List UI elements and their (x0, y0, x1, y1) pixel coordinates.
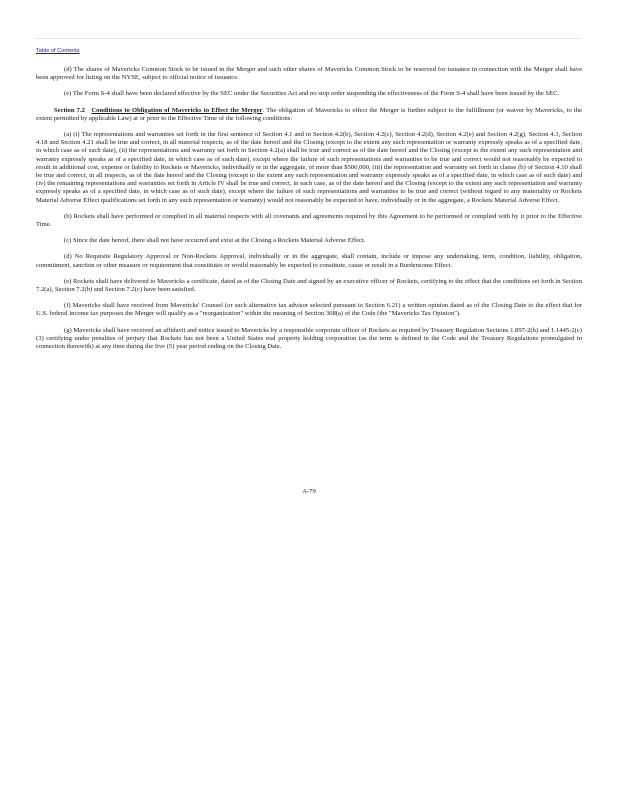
paragraph-e-form-s4: (e) The Form S-4 shall have been declared effective by the SEC under the Securities Act and no stop order suspending the effectiveness of the Form S-4 shall have been issued by the SEC. (64, 90, 560, 98)
paragraph-g-affidavit: (g) Mavericks shall have received an affidavit and notice issued to Mavericks by a responsible corporate officer of Rockets as required by Treasury Regulation Sections 1.897-2(h) and 1.1445-2(c)(3) certifying under penalties of perjury that Rockets has not been a United States real property holding corporation (as the term is defined in the Code and the Treasury Regulations promulgated in connection therewith) at any time during the five (5) year period ending on the Closing Date. (36, 326, 582, 351)
section-title: Conditions to Obligation of Mavericks to Effect the Merger (91, 106, 263, 114)
section-7-2-heading (36, 107, 582, 123)
paragraph-b-covenants: (b) Rockets shall have performed or complied in all material respects with all covenants and agreements required by this Agreement to be performed or complied with by it prior to the Effective Time. (36, 212, 582, 229)
table-of-contents-link[interactable]: Table of Contents (36, 48, 80, 54)
header-rule (36, 38, 580, 39)
paragraph-d-listing: (d) The shares of Mavericks Common Stock to be issued in the Merger and such other shares of Mavericks Common Stock to be reserved for issuance in connection with the Merger shall have been approved for listing on the NYSE, subject to official notice of issuance. (36, 66, 582, 82)
paragraph-f-tax-opinion: (f) Mavericks shall have received from Mavericks' Counsel (or such alternative tax advisor selected pursuant to Section 6.21) a written opinion dated as of the Closing Date to the effect that for U.S. federal income tax purposes the Merger will qualify as a "reorganization" within the meaning of Section 368(a) of the Code (the "Mavericks Tax Opinion"). (36, 302, 582, 318)
paragraph-c-no-mae: (c) Since the date hereof, there shall not have occurred and exist at the Closing a Rockets Material Adverse Effect. (64, 237, 366, 245)
paragraph-a-representations: (a) (i) The representations and warranties set forth in the first sentence of Section 4.1 and in Section 4.2(b), Section 4.2(c), Section 4.2(d), Section 4.2(e) and Section 4.2(g), Section 4.3, Section 4.18 and Section 4.21 shall be true and correct, in all material respects, as of the date hereof and the Closing (except to the extent any such representation or warranty expressly speaks as of a specified date, in which case as of such date), (ii) the representations and warranty set forth in Section 4.2(a) shall be true and correct as of the date hereof and the Closing (except to the extent any such representation and warranty expressly speaks as of a specified date, in which case as of such date), except where the failure of such representations and warranties to be true and correct would not reasonably be expected to result in additional cost, expense or liability to Rockets or Mavericks, individually or in the aggregate, of more than $500,000, (iii) the representation and warranty set forth in clause (b) of Section 4.10 shall be true and correct, in all respects, as of the date hereof and the Closing (except to the extent any such representation and warranty expressly speaks as of a specified date, in which case as of such date) and (iv) the remaining representations and warranties set forth in Article IV shall be true and correct, in each case, as of the date hereof and the Closing (except to the extent any such representation and warranty expressly speaks as of a specified date, in which case as of such date), except where the failure of such representations and warranties to be true and correct (without regard to any materiality or Rockets Material Adverse Effect qualifications set forth in any such representation or warranty) would not reasonably be expected to have, individually or in the aggregate, a Rockets Material Adverse Effect. (36, 131, 582, 204)
section-intro-text: . The obligation of Mavericks to effect the Merger is further subject to the fulfillment (or waiver by Mavericks, to the extent permitted by applicable Law) at or prior to the Effective Time of the following conditions: (36, 106, 583, 122)
section-number: Section 7.2 (54, 106, 85, 114)
paragraph-d-regulatory: (d) No Requisite Regulatory Approval or Non-Rockets Approval, individually or in the aggregate, shall contain, include or impose any undertaking, term, condition, liability, obligation, commitment, sanction or other measure or requirement that constitutes or would reasonably be expected to constitute, cause or result in a Burdensome Effect. (36, 253, 582, 269)
page-number: A-79 (302, 488, 316, 495)
paragraph-e-certificate: (e) Rockets shall have delivered to Mavericks a certificate, dated as of the Closing Date and signed by an executive officer of Rockets, certifying to the effect that the conditions set forth in Section 7.2(a), Section 7.2(b) and Section 7.2(c) have been satisfied. (36, 277, 582, 294)
document-body (36, 66, 582, 351)
